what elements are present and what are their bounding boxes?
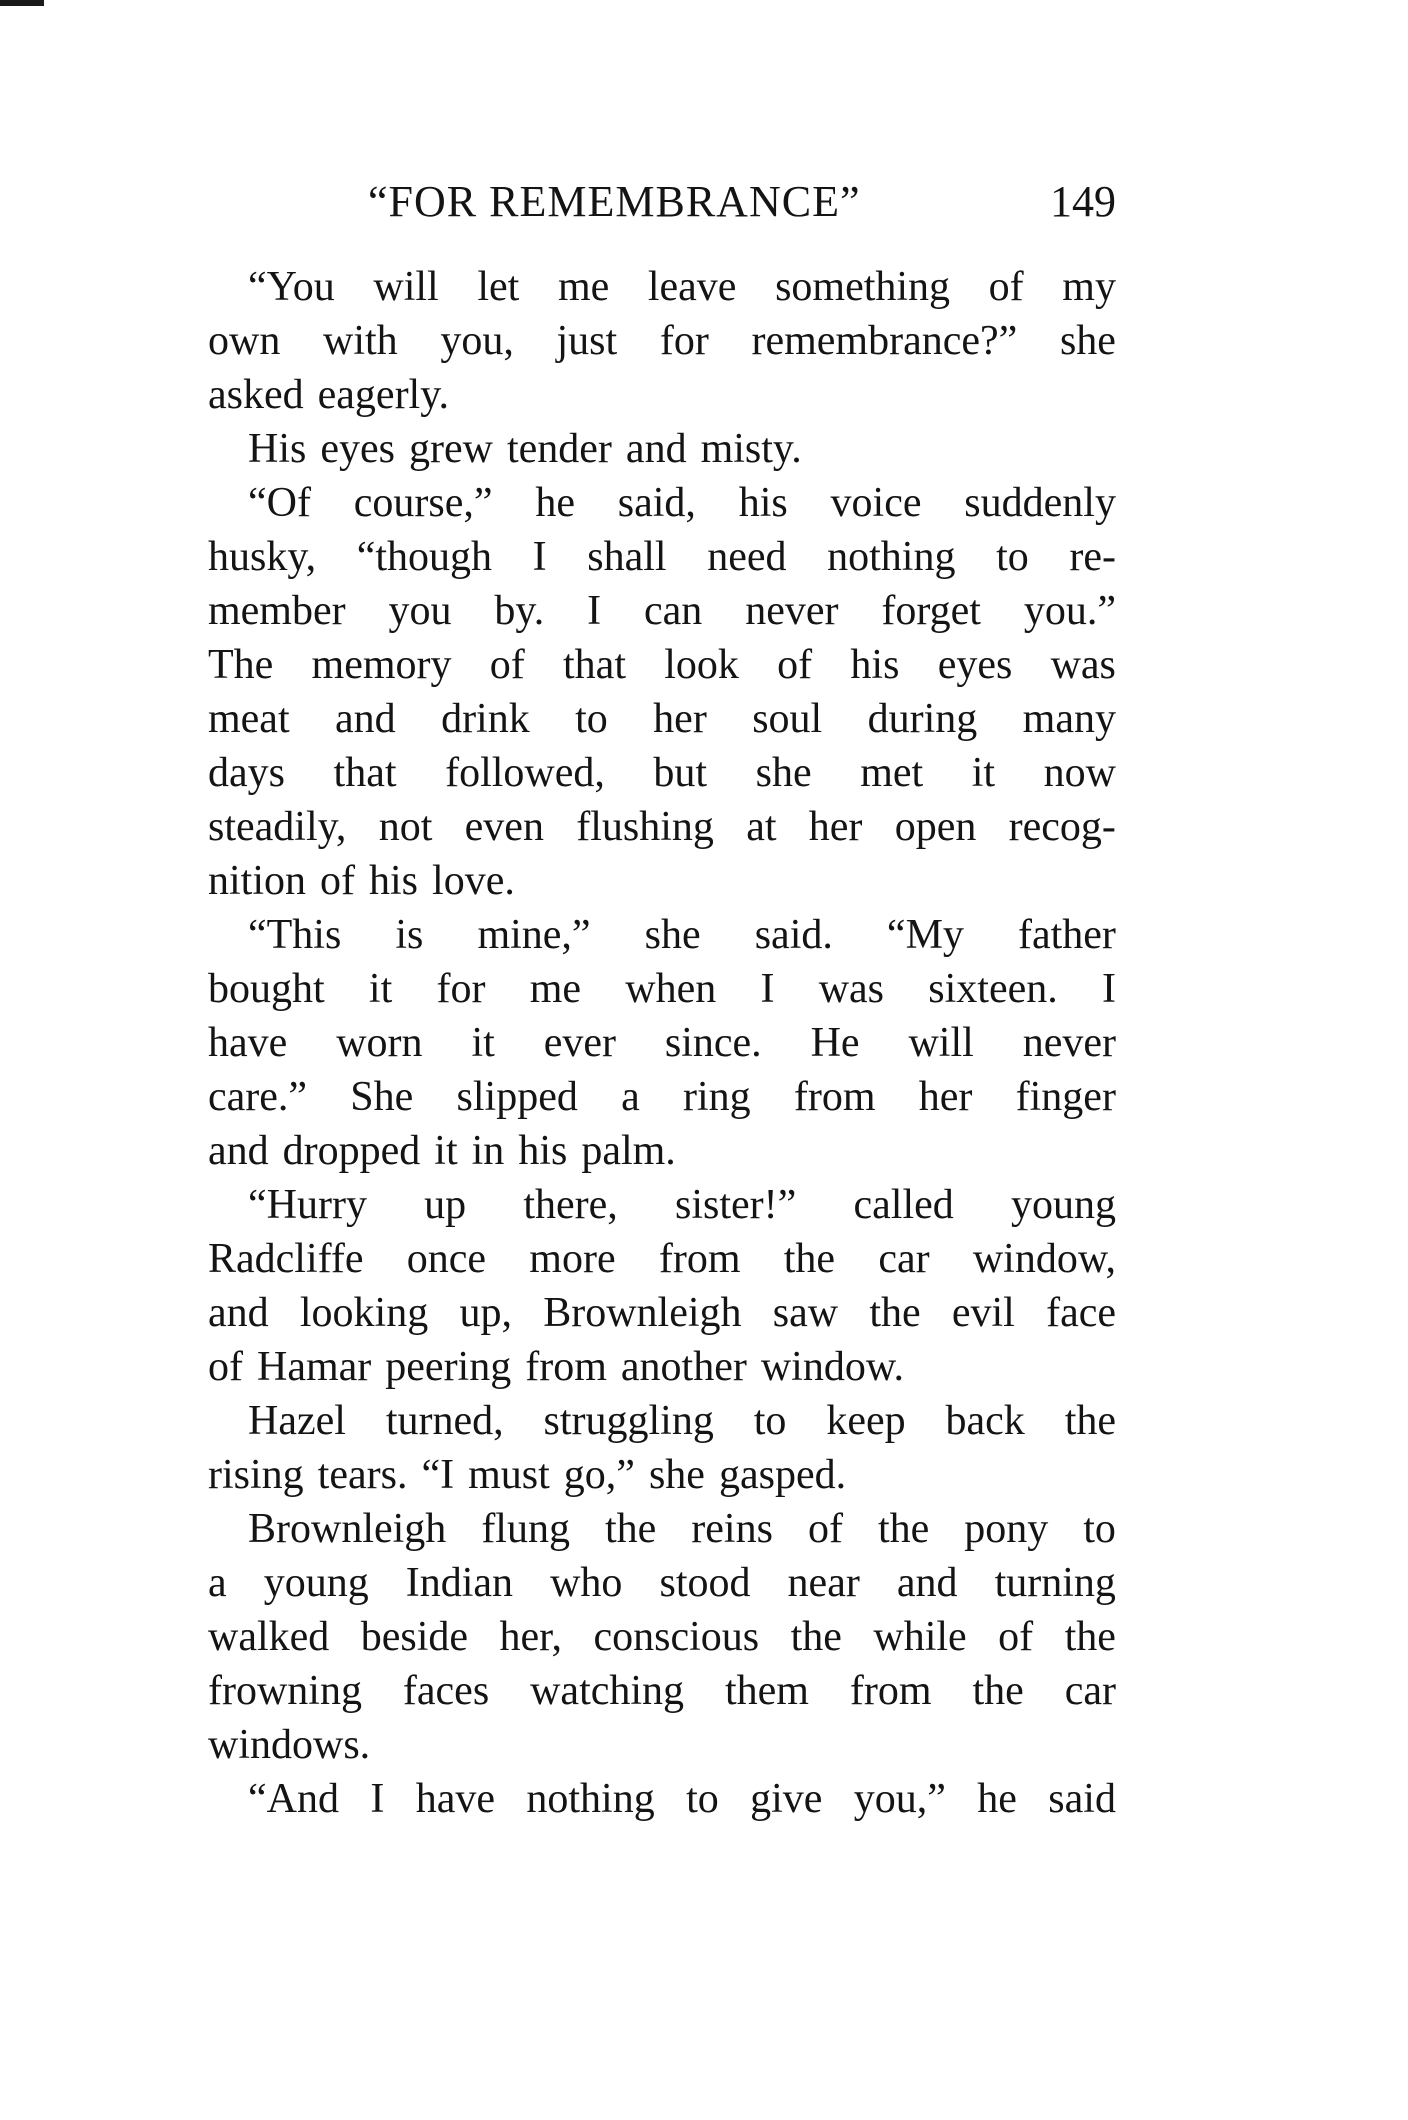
text-line: “This is mine,” she said. “My father	[248, 912, 1116, 958]
text-line: The memory of that look of his eyes was	[208, 642, 1116, 688]
text-line: walked beside her, conscious the while of the	[208, 1614, 1116, 1660]
text-line: rising tears. “I must go,” she gasped.	[208, 1452, 847, 1498]
text-line: husky, “though I shall need nothing to re-	[208, 534, 1116, 580]
text-line: Radcliffe once more from the car window,	[208, 1236, 1116, 1282]
text-line: meat and drink to her soul during many	[208, 696, 1116, 742]
text-line: a young Indian who stood near and turning	[208, 1560, 1116, 1606]
text-line: windows.	[208, 1722, 371, 1768]
running-head-title: “FOR REMEMBRANCE”	[368, 177, 861, 226]
text-line: days that followed, but she met it now	[208, 750, 1116, 796]
body-text	[208, 260, 1116, 1826]
running-head	[208, 170, 1116, 234]
text-line: “And I have nothing to give you,” he said	[248, 1776, 1116, 1822]
text-line: “Hurry up there, sister!” called young	[248, 1182, 1116, 1228]
text-line: and dropped it in his palm.	[208, 1128, 676, 1174]
text-line: have worn it ever since. He will never	[208, 1020, 1116, 1066]
scan-corner-mark	[0, 0, 44, 6]
text-line: member you by. I can never forget you.”	[208, 588, 1116, 634]
page-number: 149	[1050, 177, 1116, 226]
text-line: frowning faces watching them from the car	[208, 1668, 1116, 1714]
text-line: of Hamar peering from another window.	[208, 1344, 904, 1390]
text-line: Brownleigh flung the reins of the pony to	[248, 1506, 1116, 1552]
text-line: “Of course,” he said, his voice suddenly	[248, 480, 1116, 526]
text-line: asked eagerly.	[208, 372, 449, 418]
text-line: “You will let me leave something of my	[248, 264, 1116, 310]
text-line: and looking up, Brownleigh saw the evil face	[208, 1290, 1116, 1336]
text-line: care.” She slipped a ring from her finger	[208, 1074, 1116, 1120]
text-line: steadily, not even flushing at her open recog-	[208, 804, 1116, 850]
text-line: Hazel turned, struggling to keep back the	[248, 1398, 1116, 1444]
text-line: own with you, just for remembrance?” she	[208, 318, 1116, 364]
text-line: His eyes grew tender and misty.	[248, 426, 802, 472]
text-line: nition of his love.	[208, 858, 515, 904]
text-line: bought it for me when I was sixteen. I	[208, 966, 1116, 1012]
